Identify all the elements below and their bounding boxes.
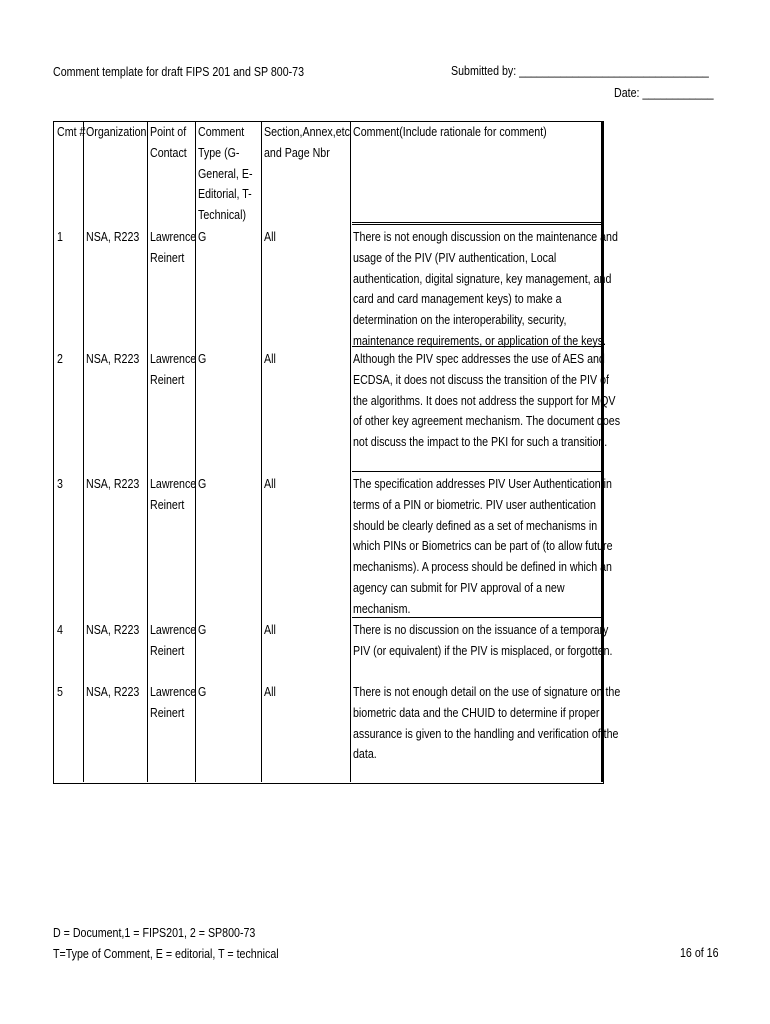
cell-comment: of other key agreement mechanism. The document does <box>353 413 621 429</box>
row-divider <box>352 224 603 225</box>
comment-table <box>53 121 621 783</box>
cell-point-of-contact: Reinert <box>150 496 185 512</box>
header-section: Section,Annex,etc <box>264 124 350 139</box>
date-field: Date: ____________ <box>614 85 714 100</box>
header-comment-type: Type (G- <box>198 144 240 160</box>
cell-comment: card and card management keys) to make a <box>353 291 562 307</box>
cell-organization: NSA, R223 <box>86 622 140 637</box>
cell-comment: agency can submit for PIV approval of a new <box>353 580 565 595</box>
cell-point-of-contact: Reinert <box>150 371 185 387</box>
cell-organization: NSA, R223 <box>86 229 140 244</box>
cell-section: All <box>264 351 276 366</box>
cell-comment: ECDSA, it does not discuss the transition of the PIV of <box>353 371 609 387</box>
cell-cmt-number: 4 <box>57 622 63 637</box>
header-comment-type: Editorial, T- <box>198 186 252 202</box>
header-comment-type: General, E- <box>198 165 253 181</box>
cell-comment: usage of the PIV (PIV authentication, Local <box>353 249 557 265</box>
cell-comment: There is not enough discussion on the maintenance and <box>353 229 618 244</box>
cell-point-of-contact: Lawrence <box>150 684 197 699</box>
cell-comment: not discuss the impact to the PKI for such a transition. <box>353 434 608 450</box>
column-divider <box>147 121 148 782</box>
cell-comment: data. <box>353 746 377 762</box>
cell-comment: assurance is given to the handling and verification of the <box>353 725 619 741</box>
cell-comment: There is no discussion on the issuance of a temporary <box>353 622 609 637</box>
cell-point-of-contact: Reinert <box>150 249 185 265</box>
cell-comment: maintenance requirements, or application of the keys. <box>353 333 607 348</box>
header-comment-type: Technical) <box>198 207 246 223</box>
cell-cmt-number: 5 <box>57 684 63 699</box>
cell-section: All <box>264 684 276 699</box>
submitted-by-field: Submitted by: ________________________________ <box>451 63 709 78</box>
cell-cmt-number: 3 <box>57 476 63 491</box>
cell-comment: mechanisms). A process should be defined in which an <box>353 559 612 575</box>
cell-point-of-contact: Lawrence <box>150 476 197 491</box>
cell-point-of-contact: Reinert <box>150 642 185 658</box>
cell-point-of-contact: Lawrence <box>150 229 197 244</box>
cell-cmt-number: 1 <box>57 229 63 244</box>
cell-point-of-contact: Reinert <box>150 704 185 720</box>
cell-comment-type: G <box>198 229 207 244</box>
cell-comment: determination on the interoperability, security, <box>353 312 567 328</box>
cell-organization: NSA, R223 <box>86 476 140 491</box>
cell-comment-type: G <box>198 476 207 491</box>
cell-comment: should be clearly defined as a set of mechanisms in <box>353 517 598 533</box>
cell-section: All <box>264 476 276 491</box>
column-divider <box>83 121 84 782</box>
cell-comment: authentication, digital signature, key management, and <box>353 270 612 286</box>
cell-comment: mechanism. <box>353 600 411 616</box>
cell-comment: the algorithms. It does not address the support for MQV <box>353 392 616 408</box>
column-divider <box>350 121 351 782</box>
header-organization: Organization <box>86 124 147 139</box>
cell-comment-type: G <box>198 622 207 637</box>
cell-comment: Although the PIV spec addresses the use of AES and <box>353 351 605 366</box>
document-title: Comment template for draft FIPS 201 and SP 800-73 <box>53 64 305 79</box>
header-section: and Page Nbr <box>264 144 330 160</box>
cell-comment: The specification addresses PIV User Authentication in <box>353 476 612 491</box>
cell-comment: terms of a PIN or biometric. PIV user authentication <box>353 496 596 512</box>
footer-legend-document: D = Document,1 = FIPS201, 2 = SP800-73 <box>53 925 256 940</box>
cell-comment: PIV (or equivalent) if the PIV is misplaced, or forgotten. <box>353 642 613 658</box>
page-number: 16 of 16 <box>680 945 719 960</box>
cell-cmt-number: 2 <box>57 351 63 366</box>
cell-section: All <box>264 229 276 244</box>
column-divider <box>261 121 262 782</box>
cell-organization: NSA, R223 <box>86 351 140 366</box>
header-point-of-contact: Point of <box>150 124 187 139</box>
row-divider <box>352 471 603 472</box>
cell-section: All <box>264 622 276 637</box>
cell-comment: biometric data and the CHUID to determine if proper <box>353 704 600 720</box>
header-comment-type: Comment <box>198 124 245 139</box>
cell-point-of-contact: Lawrence <box>150 622 197 637</box>
cell-point-of-contact: Lawrence <box>150 351 197 366</box>
header-point-of-contact: Contact <box>150 144 187 160</box>
cell-comment: There is not enough detail on the use of signature on the <box>353 684 621 699</box>
header-cmt-number: Cmt # <box>57 124 86 139</box>
footer-legend-type: T=Type of Comment, E = editorial, T = technical <box>53 946 279 961</box>
cell-comment-type: G <box>198 684 207 699</box>
cell-organization: NSA, R223 <box>86 684 140 699</box>
header-comment: Comment(Include rationale for comment) <box>353 124 547 139</box>
header-divider <box>352 222 603 223</box>
cell-comment: which PINs or Biometrics can be part of (to allow future <box>353 538 613 554</box>
cell-comment-type: G <box>198 351 207 366</box>
